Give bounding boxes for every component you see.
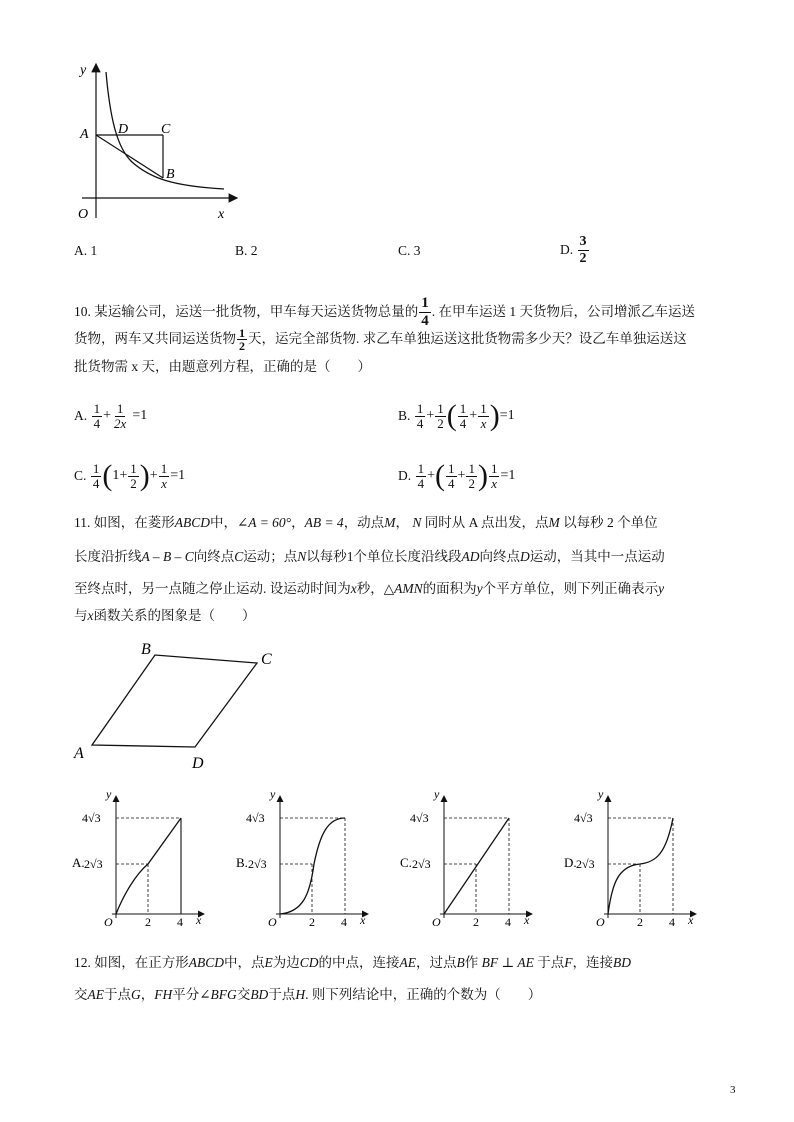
q11-line3: 至终点时，另一点随之停止运动. 设运动时间为x秒，△AMN的面积为y个平方单位，则下列正确表示y	[74, 581, 665, 596]
graph-curve	[280, 818, 345, 914]
graph-label-ymid: 2√3	[248, 857, 267, 871]
graph-curve	[116, 818, 181, 914]
graph-label-label: B.	[236, 855, 248, 870]
rhombus-label-d: D	[192, 755, 204, 772]
q9-option-a[interactable]: A. 1	[74, 243, 98, 258]
q11-option-b[interactable]	[228, 784, 378, 934]
q10-option-c[interactable]: C. $\frac{1}{4}$ ( 1 + $\frac{1}{2}$ ) + $\frac{1}{x}$ =1	[74, 459, 186, 492]
q10-line2: 货物，两车又共同运送货物 $\frac{1}{2}$ 天，运完全部货物. 求乙车单独运送这批货物需多少天？设乙车单独运送这	[74, 325, 687, 353]
label-c: C	[161, 122, 171, 137]
q12-line2: 交AE于点G，FH平分∠BFG交BD于点H. 则下列结论中，正确的个数为（ ）	[74, 987, 542, 1002]
rhombus-label-c: C	[261, 651, 272, 668]
q11-line2: 长度沿折线A – B – C向终点C运动；点N以每秒1个单位长度沿线段AD向终点D运动，当其中一点运动	[74, 549, 665, 564]
graph-label-x2: 2	[473, 915, 479, 929]
label-x: x	[218, 207, 225, 222]
q11-option-a[interactable]	[64, 784, 214, 934]
segment-ab	[96, 135, 163, 178]
graph-label-x4: 4	[669, 915, 675, 929]
label-a: A	[80, 127, 89, 142]
q11-rhombus-figure	[68, 636, 288, 776]
graph-label-label: A.	[72, 855, 85, 870]
graph-label-ytop: 4√3	[246, 811, 265, 825]
graph-label-o: O	[432, 915, 441, 929]
q10-line1: 10. 某运输公司，运送一批货物，甲车每天运送货物总量的 $\frac{1}{4}$ . 在甲车运送 1 天货物后，公司增派乙车运送	[74, 294, 695, 329]
q12-line1: 12. 如图，在正方形ABCD中，点E为边CD的中点，连接AE，过点B作 BF ⊥ AE 于点F，连接BD	[74, 955, 631, 970]
q10-option-b[interactable]: B. $\frac{1}{4}$ + $\frac{1}{2}$ ( $\frac{1}{4}$ + $\frac{1}{x}$ ) =1	[398, 399, 515, 432]
graph-label-x4: 4	[177, 915, 183, 929]
q9-option-d[interactable]: D. $\frac{3}{2}$	[560, 233, 587, 266]
graph-label-xl: x	[196, 913, 202, 927]
graph-label-ytop: 4√3	[574, 811, 593, 825]
graph-curve	[608, 818, 673, 914]
q11-line1: 11. 如图，在菱形ABCD中，∠A = 60°，AB = 4，动点M， N 同时从 A 点出发，点M 以每秒 2 个单位	[74, 515, 658, 530]
graph-label-ymid: 2√3	[576, 857, 595, 871]
graph-label-o: O	[596, 915, 605, 929]
q11-line4: 与x函数关系的图象是（ ）	[74, 608, 256, 623]
label-b: B	[166, 167, 175, 182]
graph-label-xl: x	[524, 913, 530, 927]
rhombus-label-a: A	[74, 745, 84, 762]
q11-answer-graphs	[64, 784, 704, 934]
graph-label-x4: 4	[341, 915, 347, 929]
page-number: 3	[730, 1084, 736, 1096]
graph-label-xl: x	[360, 913, 366, 927]
label-d: D	[118, 122, 129, 137]
label-o: O	[78, 207, 89, 222]
q9-graph	[62, 58, 242, 226]
label-y: y	[80, 63, 87, 78]
graph-label-ytop: 4√3	[410, 811, 429, 825]
q10-line3: 批货物需 x 天，由题意列方程，正确的是（ ）	[74, 359, 371, 374]
graph-label-label: C.	[400, 855, 412, 870]
graph-label-ytop: 4√3	[82, 811, 101, 825]
graph-label-x2: 2	[637, 915, 643, 929]
graph-label-x2: 2	[309, 915, 315, 929]
graph-label-x4: 4	[505, 915, 511, 929]
q9-option-c[interactable]: C. 3	[398, 243, 421, 258]
graph-label-o: O	[104, 915, 113, 929]
graph-curve	[444, 818, 509, 914]
q11-option-c[interactable]	[392, 784, 542, 934]
graph-label-x2: 2	[145, 915, 151, 929]
graph-label-xl: x	[688, 913, 694, 927]
graph-label-label: D.	[564, 855, 577, 870]
rhombus-label-b: B	[141, 641, 151, 658]
rhombus-abcd	[92, 655, 257, 747]
q9-option-b[interactable]: B. 2	[235, 243, 258, 258]
q11-option-d[interactable]	[556, 784, 706, 934]
graph-label-yl: y	[434, 787, 440, 801]
q10-option-d[interactable]: D. $\frac{1}{4}$ + ( $\frac{1}{4}$ + $\frac{1}{2}$ ) $\frac{1}{x}$ =1	[398, 459, 516, 492]
graph-label-o: O	[268, 915, 277, 929]
graph-label-yl: y	[270, 787, 276, 801]
q10-option-a[interactable]: A. $\frac{1}{4}$ + $\frac{1}{2x}$ =1	[74, 400, 148, 431]
graph-label-ymid: 2√3	[412, 857, 431, 871]
graph-label-ymid: 2√3	[84, 857, 103, 871]
graph-label-yl: y	[598, 787, 604, 801]
graph-label-yl: y	[106, 787, 112, 801]
